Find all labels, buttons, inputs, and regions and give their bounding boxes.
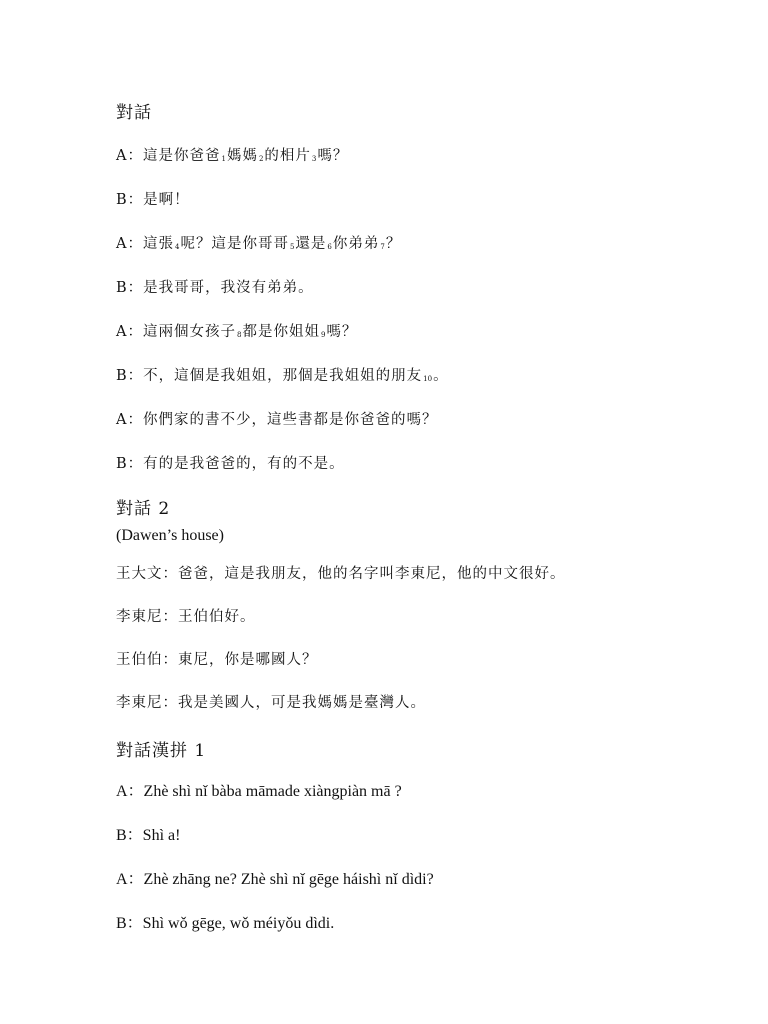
footnote-marker: 6: [327, 243, 332, 251]
line-text: B：有的是我爸爸的，有的不是。: [116, 456, 345, 472]
dialogue-pinyin-line: [116, 910, 334, 933]
line-text: 。: [433, 368, 449, 384]
dialogue-pinyin-line: [116, 822, 180, 845]
dialogue-2-line: [116, 691, 426, 712]
footnote-marker: 5: [289, 243, 295, 251]
line-text: B：是啊！: [116, 192, 190, 208]
line-text: A：Zhè zhāng ne? Zhè shì nǐ gēge háishì nǐ dìdi?: [116, 871, 434, 888]
dialogue-1-title: 對話: [116, 103, 152, 123]
footnote-marker: 4: [174, 243, 180, 251]
footnote-marker: 8: [236, 331, 242, 339]
line-text: A：Zhè shì nǐ bàba māmade xiàngpiàn mā ?: [116, 783, 402, 800]
line-text: A：這張: [116, 236, 174, 252]
line-text: A：你們家的書不少，這些書都是你爸爸的嗎？: [116, 412, 438, 428]
dialogue-2-context: (Dawen’s house): [116, 527, 224, 544]
footnote-marker: 10: [423, 375, 433, 383]
dialogue-pinyin-line: [116, 778, 402, 801]
dialogue-2-line: [116, 562, 566, 583]
dialogue-1-line: [116, 144, 348, 165]
line-text: 你弟弟: [332, 236, 380, 252]
footnote-marker: 1: [221, 155, 226, 163]
dialogue-pinyin-line: [116, 866, 434, 889]
footnote-marker: 3: [311, 155, 317, 163]
dialogue-2-line: [116, 605, 256, 626]
line-text: B：Shì wǒ gēge, wǒ méiyǒu dìdi.: [116, 915, 335, 932]
line-text: A：這是你爸爸: [116, 148, 221, 164]
line-text: 王伯伯：東尼，你是哪國人？: [116, 652, 318, 668]
line-text: 李東尼：王伯伯好。: [116, 609, 256, 625]
footnote-marker: 2: [258, 155, 264, 163]
dialogue-1-line: [116, 188, 190, 209]
dialogue-1-line: [116, 408, 437, 429]
line-text: 王大文：爸爸，這是我朋友，他的名字叫李東尼，他的中文很好。: [116, 566, 566, 582]
line-text: 嗎？: [326, 324, 358, 340]
dialogue-1-line: [116, 232, 401, 253]
dialogue-pinyin-title: 對話漢拼 1: [116, 741, 207, 761]
dialogue-2-line: [116, 648, 318, 669]
dialogue-1-line: [116, 276, 314, 297]
line-text: A：這兩個女孩子: [116, 324, 236, 340]
dialogue-1-line: [116, 452, 345, 473]
footnote-marker: 7: [380, 243, 385, 251]
dialogue-1-line: [116, 320, 357, 341]
line-text: B：不，這個是我姐姐，那個是我姐姐的朋友: [116, 368, 423, 384]
line-text: 都是你姐姐: [242, 324, 320, 340]
line-text: 媽媽: [226, 148, 258, 164]
line-text: 的相片: [264, 148, 311, 164]
dialogue-1-line: [116, 364, 449, 385]
line-text: 嗎？: [317, 148, 349, 164]
dialogue-2-title: 對話 2: [116, 499, 171, 519]
line-text: ？: [385, 236, 402, 252]
line-text: B：是我哥哥，我沒有弟弟。: [116, 280, 314, 296]
line-text: 李東尼：我是美國人，可是我媽媽是臺灣人。: [116, 695, 426, 711]
footnote-marker: 9: [320, 331, 326, 339]
line-text: 呢？這是你哥哥: [180, 236, 289, 252]
line-text: 還是: [295, 236, 327, 252]
line-text: B：Shì a!: [116, 827, 181, 844]
